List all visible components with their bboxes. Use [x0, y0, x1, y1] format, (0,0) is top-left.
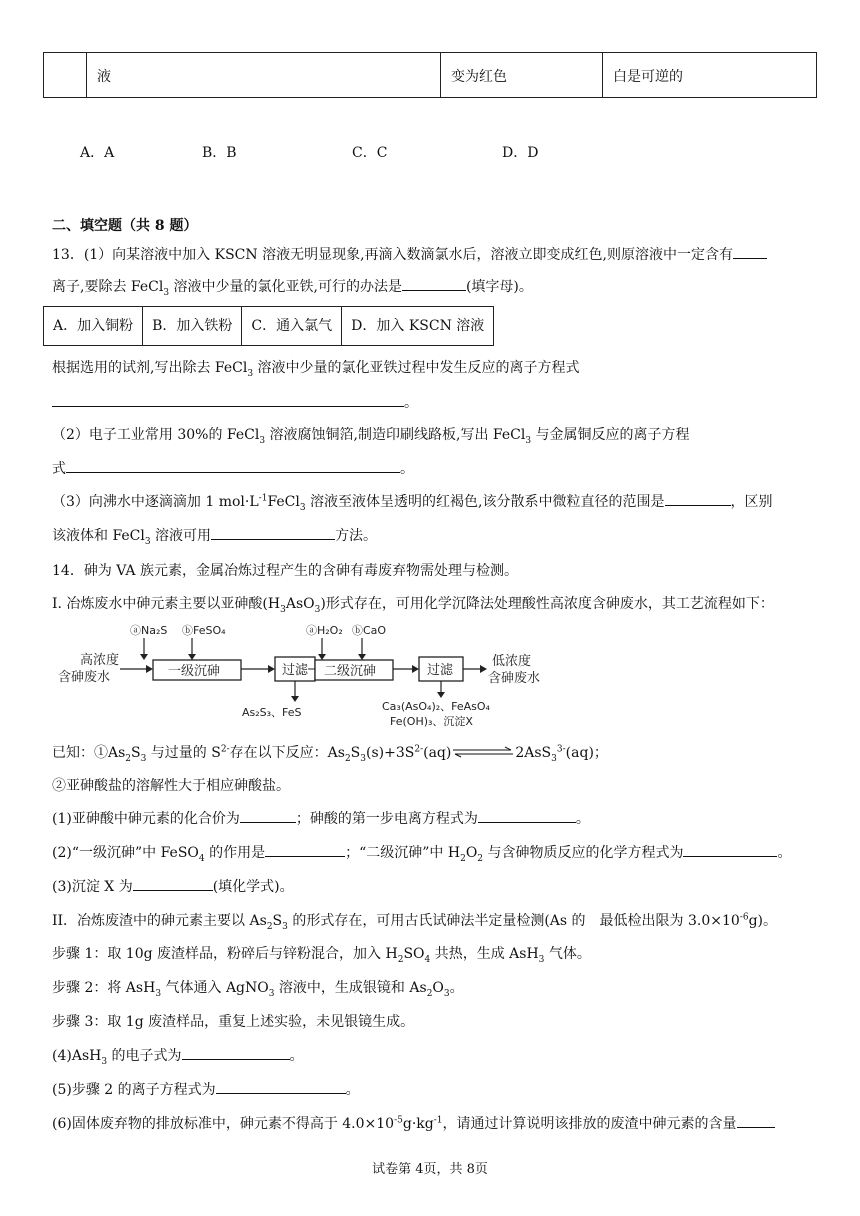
- text: (aq): [423, 745, 452, 761]
- text: I. 冶炼废水中砷元素主要以亚砷酸(H: [52, 596, 281, 612]
- q13-line4: [52, 392, 418, 412]
- subscript: 3: [525, 435, 532, 446]
- text: (s)+3S: [366, 745, 415, 761]
- cell-text: 白是可逆的: [613, 69, 683, 85]
- subscript: 3: [247, 368, 254, 379]
- text: 。: [575, 811, 590, 827]
- text: 溶液腐蚀铜箔,制造印刷线路板,写出 FeCl: [265, 427, 526, 443]
- superscript: 3-: [556, 744, 566, 755]
- answer-blank[interactable]: [182, 1045, 290, 1060]
- subscript: 2: [397, 954, 404, 965]
- text: 。: [404, 395, 418, 411]
- text: 步骤 1：取 10g 废渣样品，粉碎后与锌粉混合，加入 H: [52, 946, 398, 962]
- superscript: -1: [433, 1115, 443, 1126]
- stage1-label: 一级沉砷: [168, 664, 221, 679]
- process-flow-diagram: [50, 618, 580, 730]
- choice-a[interactable]: A．加入铜粉: [44, 307, 143, 345]
- q14-sub4: [52, 1045, 304, 1067]
- text: 的形式存在，可用古氏试砷法半定量检测(As 的 最低检出限为 3.0×10: [287, 913, 740, 929]
- text: 存在以下反应：As: [229, 745, 345, 761]
- text: FeCl: [267, 494, 300, 510]
- q13-text: 13．(1）向某溶液中加入 KSCN 溶液无明显现象,再滴入数滴氯水后，溶液立即变成红色,则原溶液中一定含有: [52, 247, 733, 263]
- text: 已知：①As: [52, 745, 126, 761]
- text: ，请通过计算说明该排放的废渣中砷元素的含量: [442, 1116, 737, 1132]
- text: )形式存在，可用化学沉降法处理酸性高浓度含砷废水，其工艺流程如下：: [320, 596, 774, 612]
- q14-part1-intro: [52, 593, 774, 615]
- subscript: 3: [360, 753, 366, 764]
- arrowhead: [146, 665, 153, 673]
- text: 的作用是: [204, 845, 266, 861]
- option-b[interactable]: B．B: [202, 145, 237, 161]
- arrowhead: [437, 692, 445, 698]
- arrowhead: [480, 665, 487, 673]
- filter1-label: 过滤: [282, 663, 309, 678]
- subscript: 3: [163, 287, 170, 298]
- answer-blank[interactable]: [733, 244, 767, 259]
- q13-line5: [52, 424, 690, 446]
- text: S: [272, 913, 283, 929]
- text: 气体。: [544, 946, 591, 962]
- text: (5)步骤 2 的离子方程式为: [52, 1082, 216, 1098]
- q13-choice-table: [43, 306, 494, 346]
- answer-blank[interactable]: [665, 491, 731, 506]
- superscript: -1: [258, 493, 268, 504]
- option-d[interactable]: D．D: [502, 145, 539, 161]
- text: 方法。: [335, 528, 378, 544]
- option-c[interactable]: C．C: [352, 145, 388, 161]
- section-heading: 二、填空题（共 8 题）: [52, 218, 198, 234]
- q13-line8: [52, 525, 377, 547]
- q14-sub3: [52, 876, 294, 896]
- text: (3)沉淀 X 为: [52, 879, 133, 895]
- subscript: 3: [101, 1056, 108, 1067]
- text: 溶液中少量的氯化亚铁过程中发生反应的离子方程式: [253, 360, 580, 376]
- text: ，区别: [730, 494, 773, 510]
- answer-blank[interactable]: [683, 842, 777, 857]
- answer-blank[interactable]: [737, 1113, 775, 1128]
- precipitate1: As₂S₃、FeS: [242, 706, 302, 719]
- text: 。: [449, 980, 464, 996]
- subscript: 2: [266, 921, 273, 932]
- subscript: 3: [144, 536, 151, 547]
- superscript: -6: [739, 912, 749, 923]
- page-footer: 试卷第 4页，共 8页: [372, 1162, 488, 1177]
- arrowhead: [268, 665, 275, 673]
- q13-line2: [52, 276, 533, 298]
- answer-blank[interactable]: [216, 1079, 346, 1094]
- text: 共热，生成 AsH: [430, 946, 539, 962]
- text: （2）电子工业常用 30%的 FeCl: [52, 427, 260, 443]
- subscript: 3: [259, 435, 266, 446]
- answer-blank[interactable]: [402, 276, 466, 291]
- answer-blank[interactable]: [211, 525, 335, 540]
- answer-blank[interactable]: [52, 392, 404, 407]
- arrowhead: [291, 696, 299, 702]
- text: SO: [403, 946, 425, 962]
- text: 2AsS: [515, 745, 552, 761]
- precipitate2-top: Ca₃(AsO₄)₂、FeAsO₄: [382, 700, 490, 713]
- arrowhead: [412, 665, 419, 673]
- text: 步骤 2：将 AsH: [52, 980, 156, 996]
- answer-blank[interactable]: [133, 876, 213, 891]
- step-2: [52, 977, 464, 999]
- subscript: 3: [268, 988, 275, 999]
- text: (aq)；: [565, 745, 608, 761]
- subscript: 3: [314, 604, 321, 615]
- arrowhead: [318, 654, 326, 660]
- subscript: 3: [538, 954, 545, 965]
- q14-sub1: [52, 808, 590, 828]
- text: 与过量的 S: [146, 745, 221, 761]
- q13-line3: [52, 357, 580, 379]
- text: (2)“一级沉砷”中 FeSO: [52, 845, 199, 861]
- input-label-bottom: 含砷废水: [58, 670, 111, 685]
- text: 与金属铜反应的离子方程: [531, 427, 690, 443]
- text: II．冶炼废渣中的砷元素主要以 As: [52, 913, 267, 929]
- text: ；“二级沉砷”中 H: [345, 845, 461, 861]
- precipitate2-bottom: Fe(OH)₃、沉淀X: [390, 715, 473, 728]
- text: O: [465, 845, 478, 861]
- text: 溶液至液体呈透明的红褐色,该分散系中微粒直径的范围是: [305, 494, 665, 510]
- subscript: 3: [280, 604, 286, 615]
- answer-blank[interactable]: [478, 808, 576, 823]
- answer-table-fragment: [43, 52, 817, 98]
- text: （3）向沸水中逐滴滴加 1 mol·L: [52, 494, 259, 510]
- text: 该液体和 FeCl: [52, 528, 145, 544]
- text: 离子,要除去 FeCl: [52, 279, 164, 295]
- text: 气体通入 AgNO: [161, 980, 269, 996]
- text: (填字母)。: [465, 279, 533, 295]
- choice-c[interactable]: C．通入氯气: [242, 307, 342, 345]
- output-label-top: 低浓度: [492, 654, 532, 669]
- text: (1)亚砷酸中砷元素的化合价为: [52, 811, 240, 827]
- subscript: 4: [198, 853, 205, 864]
- reagent-na2s: ⓐNa₂S: [130, 624, 168, 637]
- subscript: 4: [424, 954, 431, 965]
- q13-line1: [52, 244, 767, 264]
- subscript: 3: [443, 988, 450, 999]
- subscript: 2: [426, 988, 433, 999]
- text: 的电子式为: [107, 1048, 182, 1064]
- arrowhead: [140, 654, 148, 660]
- text: (填化学式)。: [212, 879, 294, 895]
- reagent-h2o2: ⓐH₂O₂: [306, 624, 343, 637]
- choice-d[interactable]: D．加入 KSCN 溶液: [351, 318, 485, 334]
- text: 溶液可用: [150, 528, 212, 544]
- subscript: 3: [155, 988, 162, 999]
- text: 溶液中少量的氯化亚铁,可行的办法是: [169, 279, 402, 295]
- q14-sub6: [52, 1113, 775, 1133]
- text: 。: [777, 845, 792, 861]
- subscript: 3: [140, 753, 147, 764]
- table-cell-reagent: [86, 53, 440, 97]
- superscript: 2-: [414, 744, 424, 755]
- text: 与含砷物质反应的化学方程式为: [483, 845, 684, 861]
- input-label-top: 高浓度: [80, 653, 120, 668]
- text: ；砷酸的第一步电离方程式为: [295, 811, 478, 827]
- text: 溶液中，生成银镜和 As: [274, 980, 427, 996]
- text: 。: [345, 1082, 360, 1098]
- q14-line1: 14．砷为 VA 族元素，金属冶炼过程产生的含砷有毒废弃物需处理与检测。: [52, 563, 518, 579]
- arrowhead: [358, 654, 366, 660]
- known-condition-2: ②亚砷酸盐的溶解性大于相应砷酸盐。: [52, 778, 290, 794]
- text: S: [350, 745, 361, 761]
- table-cell-conclusion: [602, 53, 816, 97]
- superscript: -5: [394, 1115, 403, 1126]
- subscript: 3: [299, 502, 306, 513]
- superscript: 2-: [220, 744, 230, 755]
- text: (4)AsH: [52, 1048, 102, 1064]
- known-condition-1: [52, 742, 608, 764]
- text: AsO: [285, 596, 315, 612]
- text: g)。: [748, 913, 778, 929]
- q13-line6: [52, 458, 414, 478]
- q13-line7: [52, 491, 773, 513]
- arrowhead: [188, 654, 196, 660]
- table-cell-phenomenon: [440, 53, 602, 97]
- choice-b[interactable]: B．加入铁粉: [143, 307, 242, 345]
- cell-text: 变为红色: [451, 69, 507, 85]
- subscript: 2: [125, 753, 132, 764]
- reversible-arrow-icon: [451, 745, 515, 757]
- subscript: 2: [344, 753, 351, 764]
- text: (6)固体废弃物的排放标准中，砷元素不得高于 4.0×10: [52, 1116, 395, 1132]
- text: 。: [289, 1048, 304, 1064]
- text: g·kg: [402, 1116, 434, 1132]
- text: O: [432, 980, 444, 996]
- output-label-bottom: 含砷废水: [488, 671, 541, 686]
- q14-part2-intro: [52, 910, 777, 932]
- reagent-cao: ⓑCaO: [352, 624, 387, 637]
- text: 。: [400, 461, 414, 477]
- answer-blank[interactable]: [265, 842, 345, 857]
- subscript: 2: [460, 853, 466, 864]
- step-3: 步骤 3：取 1g 废渣样品，重复上述实验，未见银镜生成。: [52, 1014, 415, 1030]
- subscript: 3: [551, 753, 557, 764]
- cell-text: 液: [97, 69, 111, 85]
- answer-blank[interactable]: [240, 808, 296, 823]
- q14-sub2: [52, 842, 791, 864]
- text: 根据选用的试剂,写出除去 FeCl: [52, 360, 248, 376]
- text: S: [131, 745, 141, 761]
- q14-sub5: [52, 1079, 360, 1099]
- filter2-label: 过滤: [427, 663, 454, 678]
- option-a[interactable]: A．A: [80, 145, 115, 161]
- stage2-label: 二级沉砷: [324, 664, 377, 679]
- subscript: 3: [282, 921, 288, 932]
- reagent-feso4: ⓑFeSO₄: [182, 624, 226, 637]
- text: 式: [52, 461, 66, 477]
- answer-blank[interactable]: [66, 458, 400, 473]
- step-1: [52, 943, 591, 965]
- subscript: 2: [477, 853, 484, 864]
